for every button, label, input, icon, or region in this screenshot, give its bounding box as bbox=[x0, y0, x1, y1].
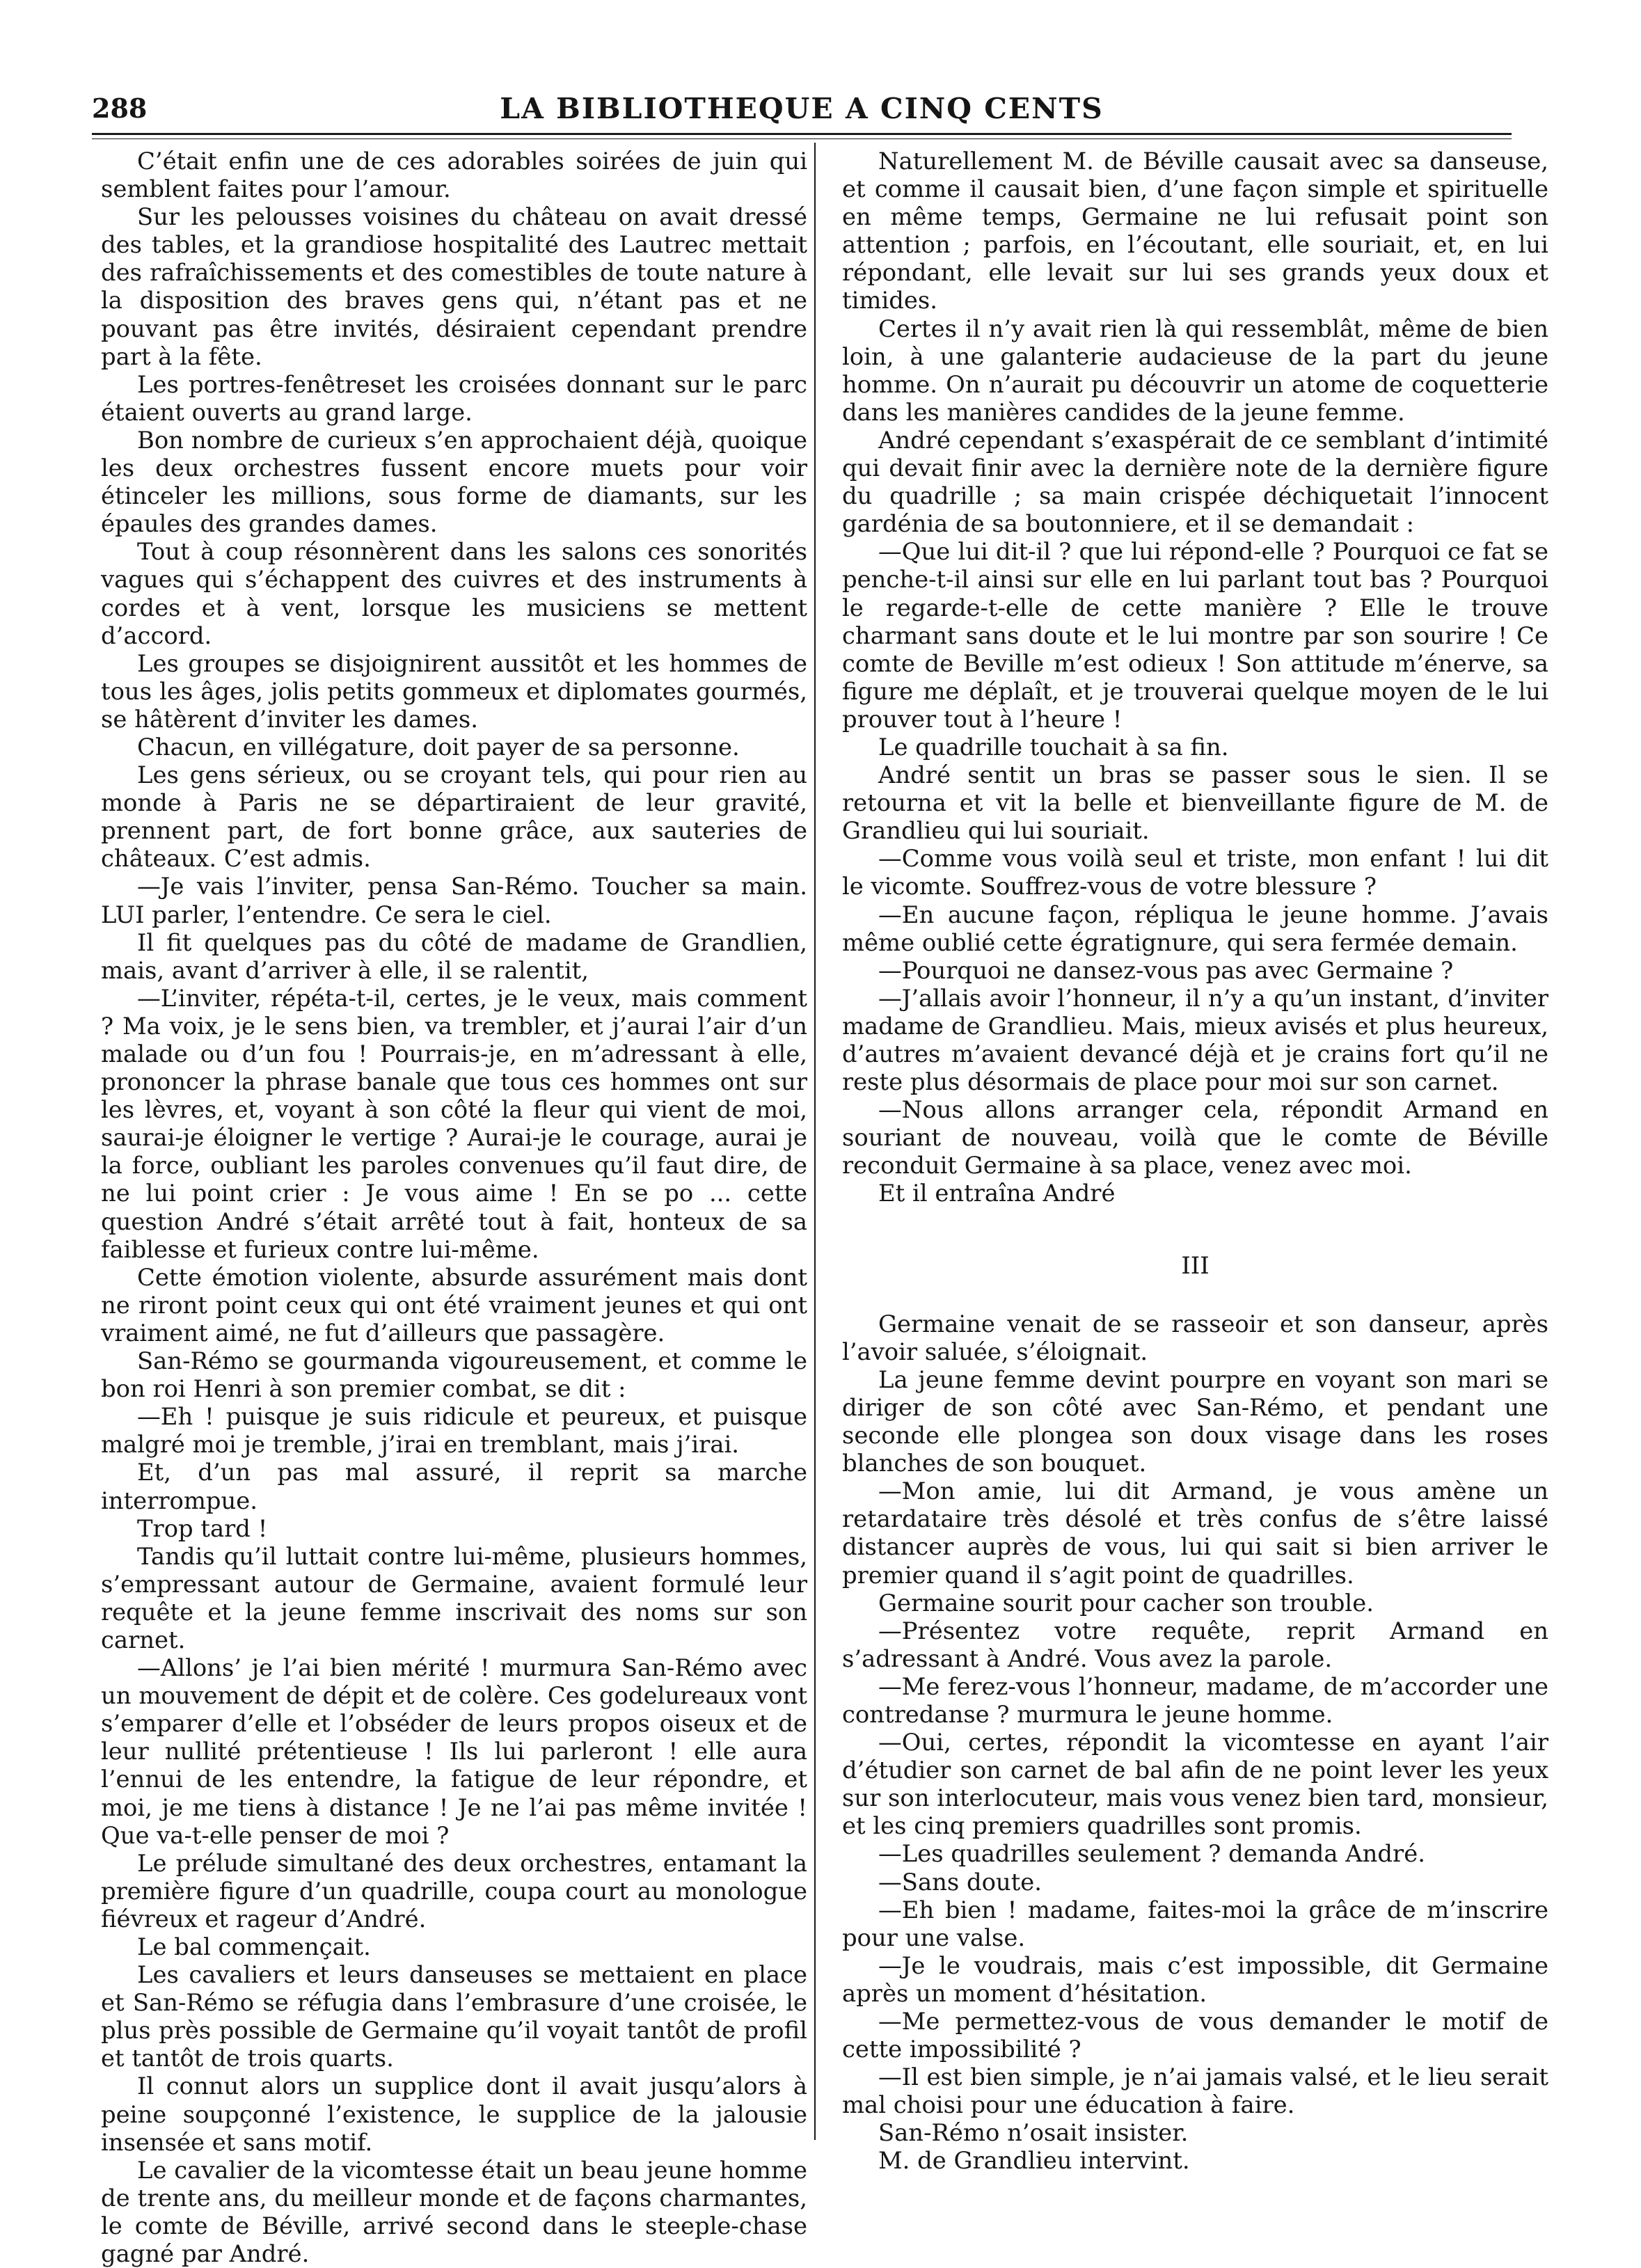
paragraph: San-Rémo n’osait insister. bbox=[878, 2119, 1189, 2147]
paragraph: —Me ferez-vous l’honneur, madame, de m’accorder une contredanse ? murmura le jeune homme. bbox=[842, 1672, 1548, 1728]
paragraph: Il connut alors un supplice dont il avait jusqu’alors à peine soupçonné l’existence, le supplice de la jalousie insensée et sans motif. bbox=[101, 2072, 807, 2156]
paragraph: Germaine venait de se rasseoir et son danseur, après l’avoir saluée, s’éloignait. bbox=[842, 1310, 1548, 1365]
paragraph: —Que lui dit-il ? que lui répond-elle ? Pourquoi ce fat se penche-t-il ainsi sur elle en lui parlant tout bas ? Pourquoi le regarde-t-elle de cette manière ? Elle le trouve charmant sans doute et le lui montre par son sourire ! Ce comte de Beville m’est odieux ! Son attitude m’énerve, sa figure me déplaît, et je trouverai quelque moyen de le lui prouver tout à l’heure ! bbox=[842, 538, 1548, 733]
paragraph: —L’inviter, répéta-t-il, certes, je le veux, mais comment ? Ma voix, je le sens bien, va trembler, et j’aurai l’air d’un malade ou d’un fou ! Pourrais-je, en m’adressant à elle, prononcer la phrase banale que tous ces hommes ont sur les lèvres, et, voyant à son côté la fleur qui vient de moi, saurai-je éloigner le vertige ? Aurai-je le courage, aurai je la force, oubliant les paroles convenues qu’il faut dire, de ne lui point crier : Je vous aime ! En se po ... cette question André s’était arrêté tout à fait, honteux de sa faiblesse et furieux contre lui-même. bbox=[101, 984, 807, 1263]
left-column bbox=[101, 148, 807, 2268]
paragraph: Tandis qu’il luttait contre lui-même, plusieurs hommes, s’empressant autour de Germaine, avaient formulé leur requête et la jeune femme inscrivait des noms sur son carnet. bbox=[101, 1542, 807, 1654]
paragraph: Chacun, en villégature, doit payer de sa personne. bbox=[137, 733, 740, 761]
page-number: 288 bbox=[92, 93, 148, 124]
paragraph: —Je vais l’inviter, pensa San-Rémo. Toucher sa main. LUI parler, l’entendre. Ce sera le ciel. bbox=[101, 873, 807, 928]
paragraph: Les groupes se disjoignirent aussitôt et les hommes de tous les âges, jolis petits gommeux et diplomates gourmés, se hâtèrent d’inviter les dames. bbox=[101, 649, 807, 733]
chapter-heading: III bbox=[1181, 1251, 1210, 1280]
paragraph: Bon nombre de curieux s’en approchaient déjà, quoique les deux orchestres fussent encore muets pour voir étinceler les millions, sous forme de diamants, sur les épaules des grandes dames. bbox=[101, 426, 807, 538]
paragraph: Naturellement M. de Béville causait avec sa danseuse, et comme il causait bien, d’une façon simple et spirituelle en même temps, Germaine ne lui refusait point son attention ; parfois, en l’écoutant, elle souriait, et, en lui répondant, elle levait sur lui ses grands yeux doux et timides. bbox=[842, 148, 1548, 315]
paragraph: —Sans doute. bbox=[878, 1868, 1043, 1896]
paragraph: —Nous allons arranger cela, répondit Armand en souriant de nouveau, voilà que le comte de Béville reconduit Germaine à sa place, venez avec moi. bbox=[842, 1096, 1548, 1180]
paragraph: Le bal commençait. bbox=[137, 1933, 371, 1960]
paragraph: Les portres-fenêtreset les croisées donnant sur le parc étaient ouverts au grand large. bbox=[101, 370, 807, 426]
column-divider bbox=[814, 143, 816, 2140]
paragraph: —J’allais avoir l’honneur, il n’y a qu’un instant, d’inviter madame de Grandlieu. Mais, mieux avisés et plus heureux, d’autres m’avaient devancé déjà et je crains fort qu’il ne reste plus désormais de place pour moi sur son carnet. bbox=[842, 984, 1548, 1096]
paragraph: Tout à coup résonnèrent dans les salons ces sonorités vagues qui s’échappent des cuivres et des instruments à cordes et à vent, lorsque les musiciens se mettent d’accord. bbox=[101, 538, 807, 649]
paragraph: —Présentez votre requête, reprit Armand en s’adressant à André. Vous avez la parole. bbox=[842, 1617, 1548, 1672]
paragraph: Le quadrille touchait à sa fin. bbox=[878, 733, 1229, 761]
paragraph: —Oui, certes, répondit la vicomtesse en ayant l’air d’étudier son carnet de bal afin de ne point lever les yeux sur son interlocuteur, mais vous venez bien tard, monsieur, et les cinq premiers quadrilles sont promis. bbox=[842, 1729, 1548, 1840]
paragraph: —Me permettez-vous de vous demander le motif de cette impossibilité ? bbox=[842, 2008, 1548, 2063]
paragraph: Le cavalier de la vicomtesse était un beau jeune homme de trente ans, du meilleur monde et de façons charmantes, le comte de Béville, arrivé second dans le steeple-chase gagné par André. bbox=[101, 2156, 807, 2268]
paragraph: La jeune femme devint pourpre en voyant son mari se diriger de son côté avec San-Rémo, et pendant une seconde elle plongea son doux visage dans les roses blanches de son bouquet. bbox=[842, 1365, 1548, 1477]
paragraph: —En aucune façon, répliqua le jeune homme. J’avais même oublié cette égratignure, qui sera fermée demain. bbox=[842, 901, 1548, 956]
paragraph: Le prélude simultané des deux orchestres, entamant la première figure d’un quadrille, coupa court au monologue fiévreux et rageur d’André. bbox=[101, 1849, 807, 1933]
paragraph: M. de Grandlieu intervint. bbox=[878, 2147, 1190, 2175]
paragraph: Les cavaliers et leurs danseuses se mettaient en place et San-Rémo se réfugia dans l’embrasure d’une croisée, le plus près possible de Germaine qu’il voyait tantôt de profil et tantôt de trois quarts. bbox=[101, 1961, 807, 2072]
header-rule-thick bbox=[92, 133, 1512, 135]
running-title: LA BIBLIOTHEQUE A CINQ CENTS bbox=[500, 92, 1104, 125]
paragraph: Germaine sourit pour cacher son trouble. bbox=[878, 1589, 1374, 1617]
paragraph: —Pourquoi ne dansez-vous pas avec Germaine ? bbox=[878, 956, 1454, 984]
paragraph: Les gens sérieux, ou se croyant tels, qui pour rien au monde à Paris ne se départiraient de leur gravité, prennent part, de fort bonne grâce, aux sauteries de châteaux. C’est admis. bbox=[101, 761, 807, 873]
paragraph: Et il entraîna André bbox=[878, 1180, 1116, 1207]
paragraph: —Comme vous voilà seul et triste, mon enfant ! lui dit le vicomte. Souffrez-vous de votre blessure ? bbox=[842, 845, 1548, 901]
header-rule-thin bbox=[92, 138, 1512, 139]
right-column bbox=[842, 148, 1548, 2175]
paragraph: Sur les pelousses voisines du château on avait dressé des tables, et la grandiose hospitalité des Lautrec mettait des rafraîchissements et des comestibles de toute nature à la disposition des braves gens qui, n’étant pas et ne pouvant pas être invités, désiraient cependant prendre part à la fête. bbox=[101, 203, 807, 370]
paragraph: C’était enfin une de ces adorables soirées de juin qui semblent faites pour l’amour. bbox=[101, 148, 807, 203]
paragraph: Certes il n’y avait rien là qui ressemblât, même de bien loin, à une galanterie audacieuse de la part du jeune homme. On n’aurait pu découvrir un atome de coquetterie dans les manières candides de la jeune femme. bbox=[842, 315, 1548, 426]
paragraph: —Les quadrilles seulement ? demanda André. bbox=[878, 1840, 1425, 1868]
paragraph: San-Rémo se gourmanda vigoureusement, et comme le bon roi Henri à son premier combat, se dit : bbox=[101, 1347, 807, 1403]
paragraph: André cependant s’exaspérait de ce semblant d’intimité qui devait finir avec la dernière note de la dernière figure du quadrille ; sa main crispée déchiquetait l’innocent gardénia de sa boutonniere, et il se demandait : bbox=[842, 426, 1548, 538]
paragraph: —Mon amie, lui dit Armand, je vous amène un retardataire très désolé et très confus de s’être laissé distancer auprès de vous, lui qui sait si bien arriver le premier quand il s’agit point de quadrilles. bbox=[842, 1477, 1548, 1589]
page-header bbox=[92, 88, 1512, 129]
paragraph: Trop tard ! bbox=[137, 1514, 268, 1542]
paragraph: Il fit quelques pas du côté de madame de Grandlien, mais, avant d’arriver à elle, il se ralentit, bbox=[101, 928, 807, 984]
paragraph: Cette émotion violente, absurde assurément mais dont ne riront point ceux qui ont été vraiment jeunes et qui ont vraiment aimé, ne fut d’ailleurs que passagère. bbox=[101, 1263, 807, 1347]
paragraph: André sentit un bras se passer sous le sien. Il se retourna et vit la belle et bienveillante figure de M. de Grandlieu qui lui souriait. bbox=[842, 761, 1548, 845]
paragraph: —Eh bien ! madame, faites-moi la grâce de m’inscrire pour une valse. bbox=[842, 1896, 1548, 1951]
paragraph: —Eh ! puisque je suis ridicule et peureux, et puisque malgré moi je tremble, j’irai en tremblant, mais j’irai. bbox=[101, 1403, 807, 1459]
paragraph: Et, d’un pas mal assuré, il reprit sa marche interrompue. bbox=[101, 1459, 807, 1514]
paragraph: —Il est bien simple, je n’ai jamais valsé, et le lieu serait mal choisi pour une éducation à faire. bbox=[842, 2063, 1548, 2119]
paragraph: —Je le voudrais, mais c’est impossible, dit Germaine après un moment d’hésitation. bbox=[842, 1951, 1548, 2007]
paragraph: —Allons’ je l’ai bien mérité ! murmura San-Rémo avec un mouvement de dépit et de colère. Ces godelureaux vont s’emparer d’elle et l’obséder de leurs propos oiseux et de leur nullité prétentieuse ! Ils lui parleront ! elle aura l’ennui de les entendre, la fatigue de leur répondre, et moi, je me tiens à distance ! Je ne l’ai pas même invitée ! Que va-t-elle penser de moi ? bbox=[101, 1654, 807, 1849]
